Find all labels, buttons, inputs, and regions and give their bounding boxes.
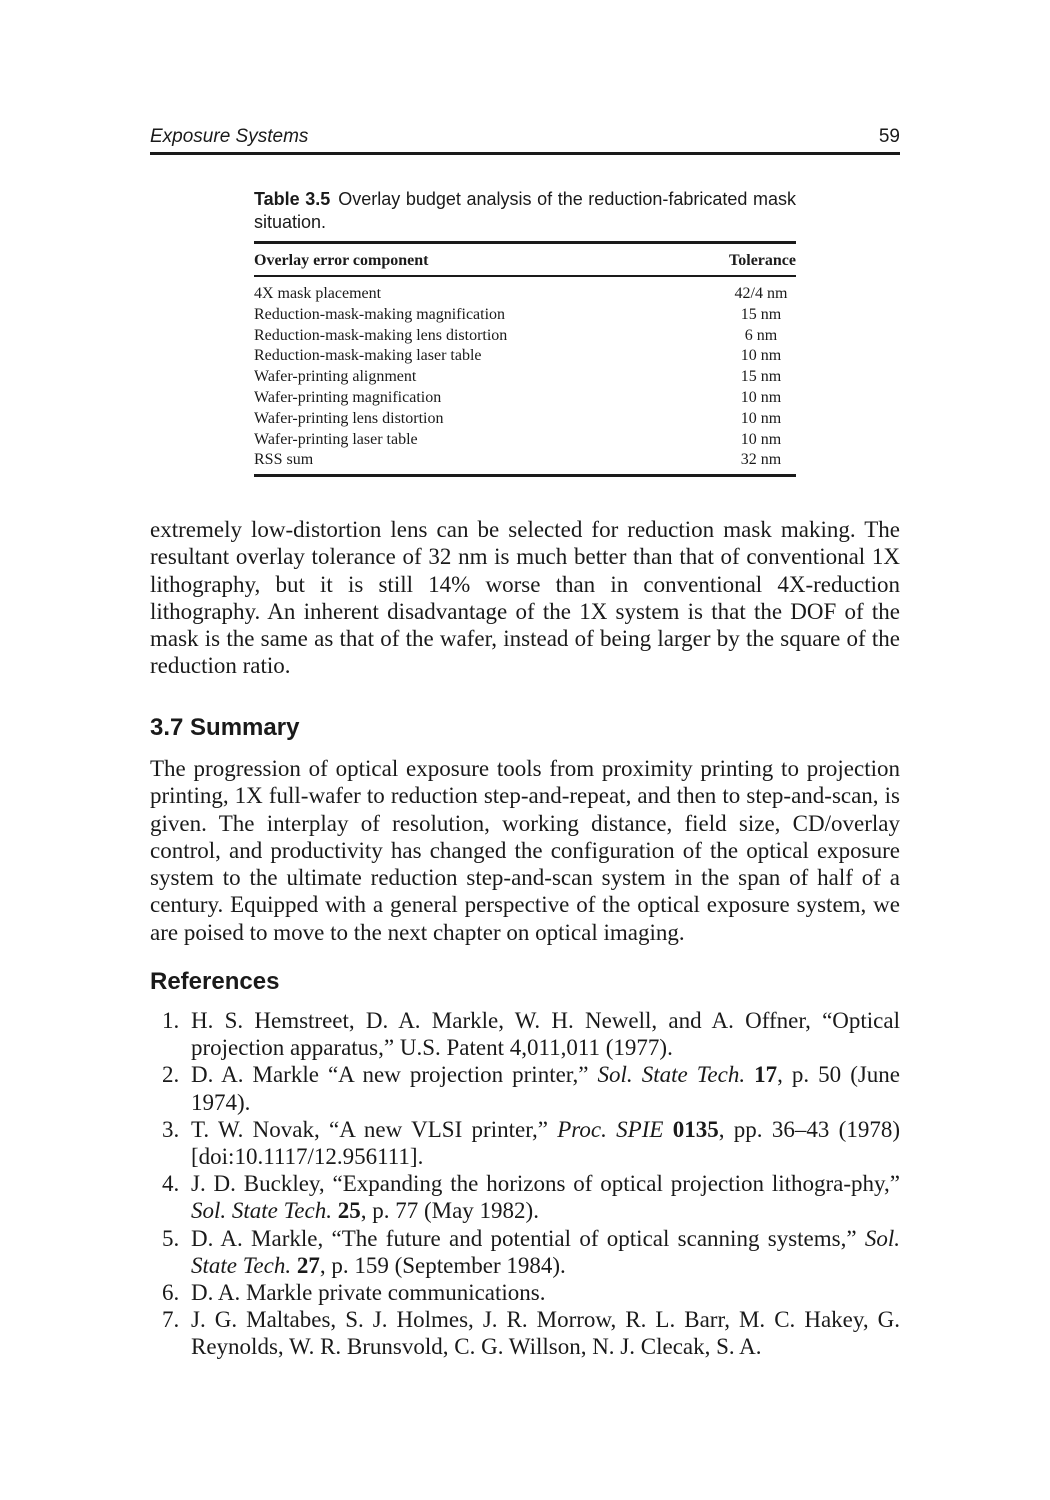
references-list <box>150 1007 900 1361</box>
reference-text: J. D. Buckley, “Expanding the horizons of optical projection lithogra-phy,” <box>191 1171 900 1197</box>
body-paragraph: extremely low-distortion lens can be selected for reduction mask making. The resultant overlay tolerance of 32 nm is much better than that of conventional 1X lithography, but it is still 14% worse than in conventional 4X-reduction lithography. An inherent disadvantage of the 1X system is that the DOF of the mask is the same as that of the wafer, instead of being larger by the square of the reduction ratio. <box>150 517 900 679</box>
references-heading: References <box>150 968 280 995</box>
cell-component: Wafer-printing laser table <box>254 430 418 448</box>
volume-number: 0135 <box>672 1116 719 1142</box>
reference-item <box>150 1170 900 1224</box>
summary-paragraph: The progression of optical exposure tools from proximity printing to projection printing, 1X full-wafer to reduction step-and-repeat, and then to step-and-scan, is given. The interplay of resolution, working distance, field size, CD/overlay control, and productivity has changed the configuration of the optical exposure system to the ultimate reduction step-and-scan system in the span of half of a century. Equipped with a general perspective of the optical exposure system, we are poised to move to the next chapter on optical imaging. <box>150 756 900 945</box>
reference-number: 1. <box>162 1008 180 1033</box>
cell-component: Wafer-printing lens distortion <box>254 409 444 427</box>
reference-item <box>150 1225 900 1279</box>
cell-tolerance: 10 nm <box>740 347 782 365</box>
reference-item <box>150 1306 900 1360</box>
table-row <box>254 450 796 475</box>
reference-number: 4. <box>162 1171 180 1197</box>
reference-text: D. A. Markle “A new projection printer,” <box>191 1062 598 1088</box>
table-row <box>254 430 796 451</box>
running-header <box>150 126 900 155</box>
reference-text <box>663 1117 672 1142</box>
reference-item <box>150 1279 900 1306</box>
table-row <box>254 367 796 388</box>
volume-number: 17 <box>754 1062 778 1088</box>
page-number: 59 <box>878 126 900 147</box>
reference-text: J. G. Maltabes, S. J. Holmes, J. R. Morrow, R. L. Barr, M. C. Hakey, G. Reynolds, W. R. Brunsvold, C. G. Willson, N. J. Clecak, S. A. <box>191 1307 900 1360</box>
table-header-row <box>254 243 796 277</box>
cell-component: RSS sum <box>254 451 314 469</box>
table-row <box>254 305 796 326</box>
table-row <box>254 409 796 430</box>
cell-component: Wafer-printing alignment <box>254 368 417 386</box>
cell-tolerance: 15 nm <box>740 305 782 323</box>
reference-item <box>150 1061 900 1115</box>
cell-tolerance: 42/4 nm <box>734 285 788 302</box>
overlay-budget-table <box>254 241 796 477</box>
table-row <box>254 276 796 305</box>
table-row <box>254 388 796 409</box>
running-title: Exposure Systems <box>150 126 309 147</box>
table-label: Table 3.5 <box>254 189 331 209</box>
column-header-component: Overlay error component <box>254 252 429 269</box>
reference-text: D. A. Markle private communications. <box>191 1280 546 1306</box>
section-heading-summary: 3.7 Summary <box>150 714 300 741</box>
reference-text: D. A. Markle, “The future and potential of optical scanning systems,” <box>191 1225 865 1251</box>
reference-number: 3. <box>162 1116 180 1142</box>
cell-component: Reduction-mask-making laser table <box>254 347 482 365</box>
reference-text: , p. 77 (May 1982). <box>360 1198 539 1224</box>
cell-component: Reduction-mask-making lens distortion <box>254 326 508 344</box>
reference-text: , p. 159 (September 1984). <box>319 1252 566 1278</box>
table-row <box>254 326 796 347</box>
reference-item <box>150 1007 900 1061</box>
reference-text: H. S. Hemstreet, D. A. Markle, W. H. Newell, and A. Offner, “Optical projection apparatus,” U.S. Patent 4,011,011 (1977). <box>191 1008 900 1061</box>
table-caption <box>254 188 796 234</box>
journal-title: Proc. SPIE <box>557 1116 664 1142</box>
reference-text: , pp. 36–43 (1978) [doi:10.1117/12.956111]. <box>191 1116 901 1170</box>
reference-number: 6. <box>162 1280 180 1306</box>
cell-tolerance: 10 nm <box>740 388 782 406</box>
column-header-tolerance: Tolerance <box>729 252 796 269</box>
reference-item <box>150 1116 900 1170</box>
cell-tolerance: 32 nm <box>740 451 782 469</box>
cell-tolerance: 10 nm <box>740 409 782 427</box>
volume-number: 27 <box>296 1252 320 1278</box>
reference-text <box>745 1062 754 1087</box>
journal-title: Sol. State Tech. <box>191 1225 900 1278</box>
cell-component: 4X mask placement <box>254 285 382 302</box>
table-row <box>254 346 796 367</box>
reference-text: , p. 50 (June 1974). <box>191 1062 901 1115</box>
table-caption-text: Overlay budget analysis of the reduction-fabricated mask situation. <box>254 189 796 232</box>
journal-title: Sol. State Tech. <box>191 1198 332 1224</box>
cell-tolerance: 10 nm <box>740 430 782 448</box>
reference-text: T. W. Novak, “A new VLSI printer,” <box>191 1116 558 1142</box>
reference-number: 2. <box>162 1062 180 1088</box>
cell-tolerance: 15 nm <box>740 368 782 386</box>
cell-component: Reduction-mask-making magnification <box>254 305 506 323</box>
reference-number: 7. <box>162 1307 180 1333</box>
cell-component: Wafer-printing magnification <box>254 388 442 406</box>
journal-title: Sol. State Tech. <box>597 1062 746 1088</box>
cell-tolerance: 6 nm <box>744 326 778 344</box>
volume-number: 25 <box>337 1198 361 1224</box>
reference-number: 5. <box>162 1225 180 1251</box>
